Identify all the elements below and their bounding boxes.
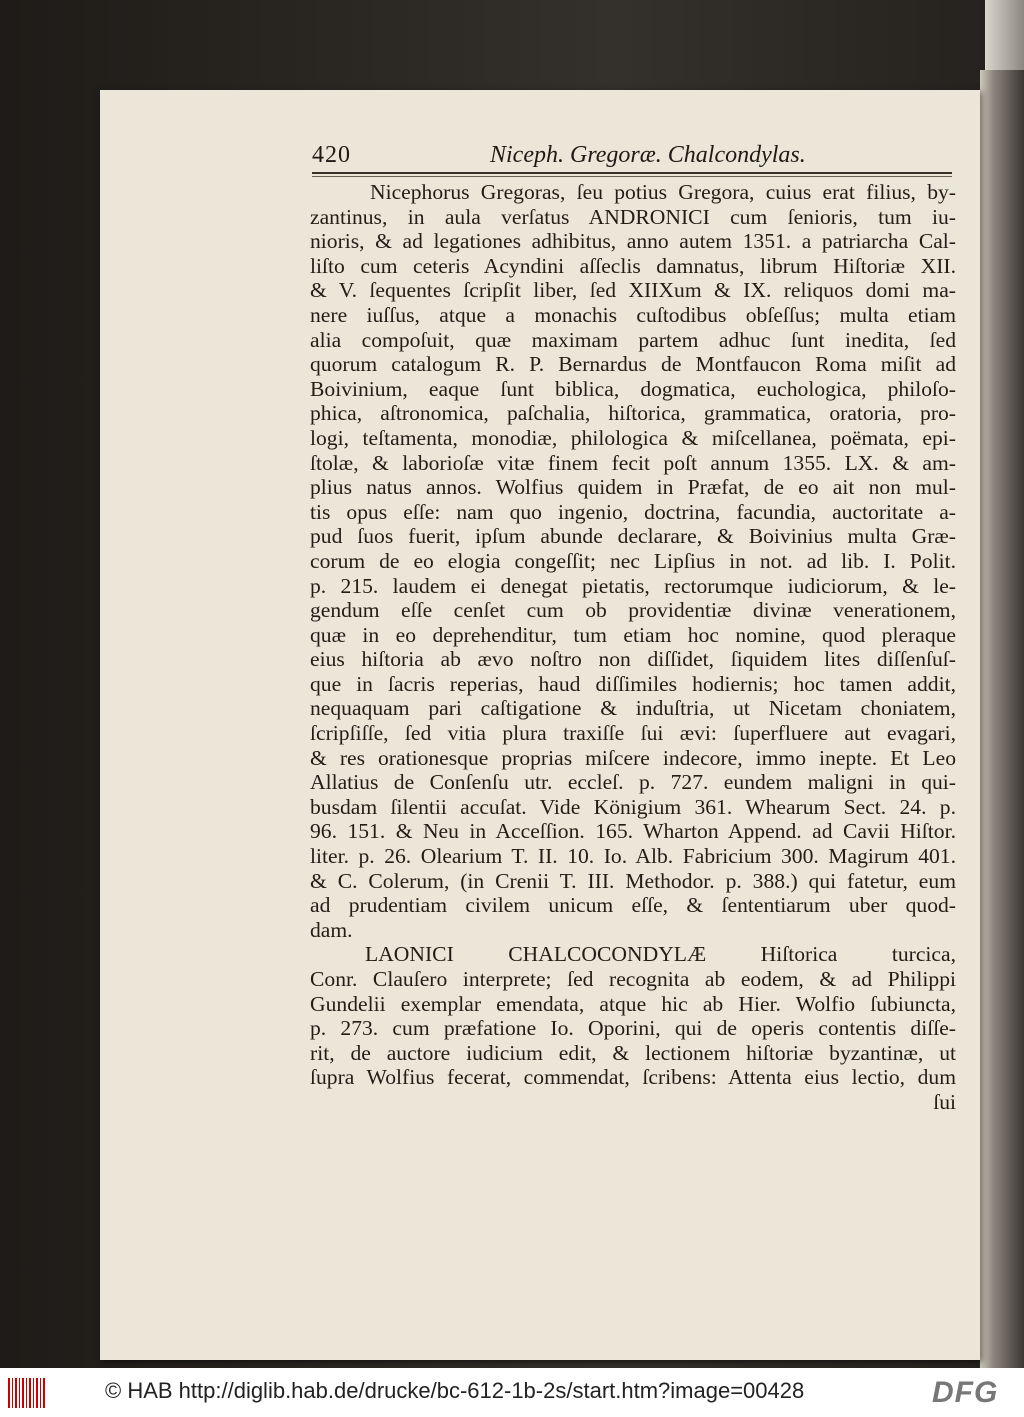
text-line: zantinus, in aula verſatus ANDRONICI cum ſenioris, tum iu-	[310, 204, 956, 229]
book-page-edge	[980, 70, 1024, 1368]
viewer-footer	[0, 1368, 1024, 1417]
text-line: Nicephorus Gregoras, ſeu potius Gregora, cuius erat filius, by-	[370, 180, 956, 204]
text-line: nequaquam pari caſtigatione & induſtria, ut Nicetam choniatem,	[310, 696, 956, 721]
header-rule	[312, 172, 952, 174]
dfg-logo: DFG	[932, 1376, 999, 1409]
text-line: p. 273. cum præfatione Io. Oporini, qui de operis contentis diſſe-	[310, 1016, 956, 1041]
text-line: gendum eſſe cenſet cum ob providentiæ divinæ venerationem,	[310, 598, 956, 623]
next-page-edge-top	[985, 0, 1024, 80]
copyright-url[interactable]: © HAB http://diglib.hab.de/drucke/bc-612-1b-2s/start.htm?image=00428	[105, 1378, 805, 1403]
text-line: ad prudentiam civilem unicum eſſe, & ſententiarum uber quod-	[310, 893, 956, 918]
text-line: p. 215. laudem ei denegat pietatis, rectorumque iudiciorum, & le-	[310, 573, 956, 598]
text-line: Gundelii exemplar emendata, atque hic ab Hier. Wolfio ſubiuncta,	[310, 991, 956, 1016]
text-line: ſupra Wolfius fecerat, commendat, ſcribens: Attenta eius lectio, dum	[310, 1065, 956, 1090]
text-line: busdam ſilentii accuſat. Vide Königium 361. Whearum Sect. 24. p.	[310, 794, 956, 819]
barcode-icon	[8, 1378, 46, 1408]
text-line: logi, teſtamenta, monodiæ, philologica & miſcellanea, poëmata, epi-	[310, 425, 956, 450]
text-line: & C. Colerum, (in Crenii T. III. Methodor. p. 388.) qui fatetur, eum	[310, 868, 956, 893]
text-line: eius hiſtoria ab ævo noſtro non diſſidet, ſiquidem lites diſſenſuſ-	[310, 647, 956, 672]
text-line: nioris, & ad legationes adhibitus, anno autem 1351. a patriarcha Cal-	[310, 229, 956, 254]
text-line: pud ſuos fuerit, ipſum abunde declarare, & Boivinius multa Græ-	[310, 524, 956, 549]
text-line: & res orationesque proprias miſcere indecore, immo inepte. Et Leo	[310, 745, 956, 770]
section-heading-line: LAONICI CHALCOCONDYLÆ Hiſtorica turcica,	[365, 942, 956, 967]
text-line: & V. ſequentes ſcripſit liber, ſed XIIXum & IX. reliquos domi ma-	[310, 278, 956, 303]
text-line: quorum catalogum R. P. Bernardus de Montfaucon Roma miſit ad	[310, 352, 956, 377]
text-line: alia compoſuit, quæ maximam partem adhuc ſunt inedita, ſed	[310, 327, 956, 352]
text-line: Boivinium, eaque ſunt biblica, dogmatica, euchologica, philoſo-	[310, 376, 956, 401]
text-line: tis opus eſſe: nam quo ingenio, doctrina, facundia, auctoritate a-	[310, 499, 956, 524]
text-line: liter. p. 26. Olearium T. II. 10. Io. Alb. Fabricium 300. Magirum 401.	[310, 844, 956, 869]
text-line: plius natus annos. Wolfius quidem in Præfat, de eo ait non mul-	[310, 475, 956, 500]
text-line: dam.	[310, 917, 353, 942]
text-line: ſcripſiſſe, ſed vitia plura traxiſſe ſui ævi: ſuperfluere aut evagari,	[310, 721, 956, 746]
running-head: Niceph. Gregoræ. Chalcondylas.	[490, 142, 806, 168]
text-line: corum de eo elogia congeſſit; nec Lipſius in not. ad lib. I. Polit.	[310, 548, 956, 573]
page-number: 420	[312, 142, 351, 168]
text-line: ſtolæ, & laborioſæ vitæ finem fecit poſt annum 1355. LX. & am-	[310, 450, 956, 475]
text-line: liſto cum ceteris Acyndini aſſeclis damnatus, librum Hiſtoriæ XII.	[310, 253, 956, 278]
catchword: ſui	[933, 1089, 956, 1114]
text-line: nere iuſſus, atque a monachis cuſtodibus obſeſſus; multa etiam	[310, 302, 956, 327]
text-line: que in ſacris reperias, haud diſſimiles hodiernis; hoc tamen addit,	[310, 671, 956, 696]
text-line: rit, de auctore iudicium edit, & lectionem hiſtoriæ byzantinæ, ut	[310, 1040, 956, 1065]
text-line: phica, aſtronomica, paſchalia, hiſtorica, grammatica, oratoria, pro-	[310, 401, 956, 426]
text-line: 96. 151. & Neu in Acceſſion. 165. Wharton Append. ad Cavii Hiſtor.	[310, 819, 956, 844]
text-line: Allatius de Conſenſu utr. eccleſ. p. 727. eundem maligni in qui-	[310, 770, 956, 795]
header-rule-thin	[312, 176, 952, 177]
page-body-text	[310, 180, 956, 1115]
text-line: Conr. Clauſero interprete; ſed recognita ab eodem, & ad Philippi	[310, 967, 956, 991]
text-line: quæ in eo deprehenditur, tum etiam hoc nomine, quod pleraque	[310, 622, 956, 647]
